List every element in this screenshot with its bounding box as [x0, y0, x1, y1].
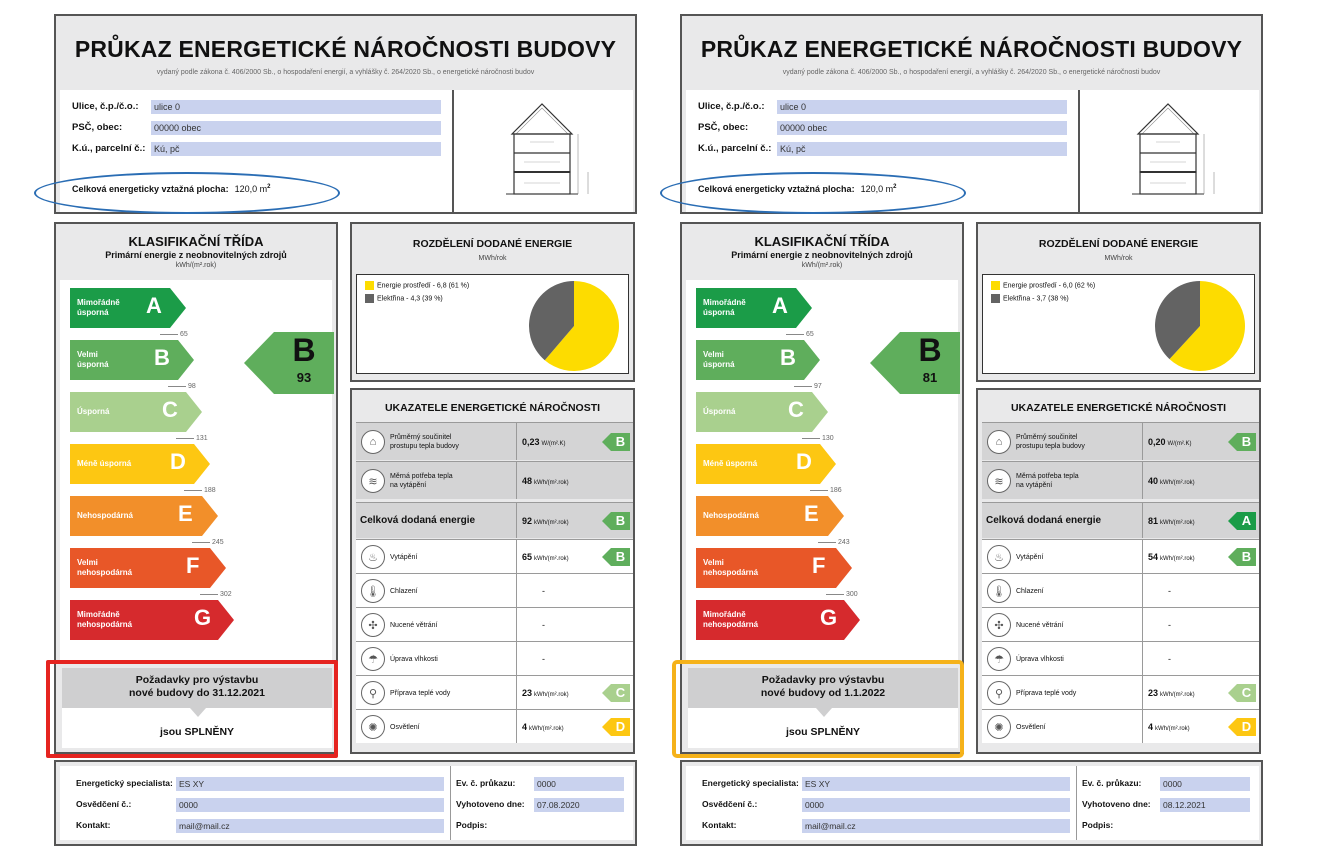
class-name: Mimořádně úsporná: [703, 298, 746, 317]
contact-label: Kontakt:: [702, 820, 737, 830]
class-threshold: 245: [192, 539, 224, 546]
requirements-status: jsou SPLNĚNY: [62, 708, 332, 748]
humidity-icon: ☂: [361, 647, 385, 671]
class-threshold: 188: [184, 487, 216, 494]
date-label: Vyhotoveno dne:: [1082, 799, 1151, 809]
class-name: Velmi nehospodárná: [703, 558, 759, 577]
indicator-row-hot-water: [356, 675, 633, 709]
class-letter: C: [162, 397, 178, 422]
class-bar-c: [70, 392, 202, 432]
contact-label: Kontakt:: [76, 820, 111, 830]
class-name: Mimořádně úsporná: [77, 298, 120, 317]
indicator-row-hot-water: [982, 675, 1259, 709]
class-name: Úsporná: [703, 407, 736, 416]
street-label: Ulice, č.p./č.o.:: [72, 101, 139, 112]
class-letter: D: [796, 449, 812, 474]
indicator-value: -: [542, 653, 545, 664]
class-name: Nehospodárná: [703, 511, 760, 520]
area-value: 120,0 m: [234, 184, 268, 194]
class-letter: F: [186, 553, 200, 578]
energy-indicators-panel: [976, 388, 1261, 754]
lightbulb-icon: ✺: [987, 715, 1011, 739]
indicator-value: 4 kWh/(m².rok): [1148, 721, 1190, 732]
indicator-value: -: [1168, 653, 1171, 664]
indicators-title: UKAZATELE ENERGETICKÉ NÁROČNOSTI: [1010, 402, 1227, 414]
class-name: Nehospodárná: [77, 511, 134, 520]
indicator-row-heating: [982, 539, 1259, 573]
result-class-arrow: [870, 332, 960, 394]
class-name: Mimořádně nehospodárná: [703, 610, 759, 629]
contact-field[interactable]: mail@mail.cz: [176, 819, 444, 833]
indicator-name: Chlazení: [390, 587, 418, 595]
indicator-row-heating: [356, 539, 633, 573]
indicator-name: Vytápění: [1016, 553, 1044, 561]
indicator-value: 23 kWh/(m².rok): [522, 687, 569, 698]
class-bar-g: [696, 600, 860, 640]
indicator-value: 81 kWh/(m².rok): [1148, 515, 1195, 526]
result-class-letter: B: [918, 332, 942, 368]
specialist-info: [686, 766, 1259, 840]
indicator-class-badge: B: [1228, 433, 1256, 451]
indicator-row-ventilation: [982, 607, 1259, 641]
indicator-value: 4 kWh/(m².rok): [522, 721, 564, 732]
energy-indicators-panel: [350, 388, 635, 754]
class-threshold: 97: [794, 383, 822, 390]
class-bar-d: [696, 444, 836, 484]
class-threshold: 186: [810, 487, 842, 494]
class-bar-c: [696, 392, 828, 432]
indicator-value: 48 kWh/(m².rok): [522, 475, 569, 486]
sign-label: Podpis:: [1082, 820, 1114, 830]
indicators-title: UKAZATELE ENERGETICKÉ NÁROČNOSTI: [384, 402, 601, 414]
indicator-row-u-value: [356, 422, 633, 460]
distribution-chart: [982, 274, 1255, 374]
class-threshold: 131: [176, 435, 208, 442]
house-section-icon: [454, 90, 635, 212]
class-name: Mimořádně nehospodárná: [77, 610, 133, 629]
indicator-name: Úprava vlhkosti: [1016, 655, 1064, 663]
result-class-value: 93: [296, 370, 312, 385]
cert-field[interactable]: 0000: [176, 798, 444, 812]
indicator-value: -: [1168, 619, 1171, 630]
result-class-value: 81: [922, 370, 938, 385]
indicator-class-badge: B: [602, 548, 630, 566]
indicator-value: 23 kWh/(m².rok): [1148, 687, 1195, 698]
indicator-class-badge: B: [602, 433, 630, 451]
indicator-class-badge: C: [602, 684, 630, 702]
energy-distribution-panel: [350, 222, 635, 382]
classification-unit: kWh/(m².rok): [175, 262, 217, 269]
energy-certificate-left: [54, 14, 637, 849]
highlight-ellipse: [34, 172, 340, 214]
indicator-name: Celková dodaná energie: [986, 514, 1102, 526]
certificate-subtitle: vydaný podle zákona č. 406/2000 Sb., o hospodaření energií, a vyhlášky č. 264/2020 Sb., o energetické náročnosti budov: [156, 69, 535, 76]
thermometer-icon: 🌡: [987, 579, 1011, 603]
class-letter: D: [170, 449, 186, 474]
class-letter: E: [178, 501, 193, 526]
cert-field[interactable]: 0000: [802, 798, 1070, 812]
house-icon: ⌂: [987, 430, 1011, 454]
date-field[interactable]: 08.12.2021: [1160, 798, 1250, 812]
indicator-value: 0,20 W/(m².K): [1148, 436, 1192, 447]
certificate-title: PRŮKAZ ENERGETICKÉ NÁROČNOSTI BUDOVY: [700, 36, 1243, 62]
class-bar-f: [70, 548, 226, 588]
result-class-arrow: [244, 332, 334, 394]
legend-elektrina: Elektřina - 4,3 (39 %): [365, 294, 443, 303]
indicator-class-badge: B: [602, 512, 630, 530]
class-letter: G: [194, 605, 212, 630]
certificate-footer: [680, 760, 1263, 846]
specialist-info: [60, 766, 633, 840]
indicator-value: 0,23 W/(m².K): [522, 436, 566, 447]
specialist-field[interactable]: ES XY: [176, 777, 444, 791]
legend-energie-prostredi: Energie prostředí - 6,8 (61 %): [365, 281, 469, 290]
classification-subtitle: Primární energie z neobnovitelných zdrojů: [105, 250, 287, 260]
indicator-value: -: [542, 619, 545, 630]
class-name: Velmi úsporná: [703, 350, 735, 369]
cert-label: Osvědčení č.:: [76, 799, 132, 809]
class-threshold: 65: [160, 331, 188, 338]
highlight-ellipse: [660, 172, 966, 214]
area-unit-sup: 2: [267, 184, 271, 190]
class-bar-f: [696, 548, 852, 588]
indicator-class-badge: D: [602, 718, 630, 736]
requirements-highlight-frame: [46, 660, 338, 758]
indicator-row-heat-demand: [982, 461, 1259, 499]
result-class-letter: B: [292, 332, 316, 368]
class-letter: E: [804, 501, 819, 526]
energy-certificate-right: [680, 14, 1263, 849]
area-label: Celková energeticky vztažná plocha:: [72, 184, 229, 194]
distribution-pie: [527, 279, 621, 373]
indicator-class-badge: B: [1228, 548, 1256, 566]
class-letter: A: [772, 293, 788, 318]
cert-label: Osvědčení č.:: [702, 799, 758, 809]
indicator-name: Průměrný součinitel prostupu tepla budovy: [1016, 434, 1085, 450]
certificate-subtitle: vydaný podle zákona č. 406/2000 Sb., o hospodaření energií, a vyhlášky č. 264/2020 Sb., o energetické náročnosti budov: [782, 69, 1161, 76]
water-tap-icon: ⚲: [987, 681, 1011, 705]
indicator-value: 92 kWh/(m².rok): [522, 515, 569, 526]
fan-icon: ✣: [361, 613, 385, 637]
classification-subtitle: Primární energie z neobnovitelných zdrojů: [731, 250, 913, 260]
legend-energie-prostredi: Energie prostředí - 6,0 (62 %): [991, 281, 1095, 290]
class-name: Velmi úsporná: [77, 350, 109, 369]
indicator-row-total-energy: [356, 502, 633, 538]
distribution-title: ROZDĚLENÍ DODANÉ ENERGIE: [1038, 238, 1199, 250]
heat-demand-icon: ≋: [361, 469, 385, 493]
class-name: Úsporná: [77, 407, 110, 416]
indicator-name: Osvětlení: [390, 723, 420, 731]
specialist-label: Energetický specialista:: [702, 778, 799, 788]
indicator-class-badge: C: [1228, 684, 1256, 702]
indicator-row-cooling: [356, 573, 633, 607]
fan-icon: ✣: [987, 613, 1011, 637]
thermometer-icon: 🌡: [361, 579, 385, 603]
specialist-field[interactable]: ES XY: [802, 777, 1070, 791]
psc-label: PSČ, obec:: [698, 122, 749, 133]
indicator-name: Příprava teplé vody: [1016, 689, 1077, 697]
radiator-icon: ♨: [361, 545, 385, 569]
lightbulb-icon: ✺: [361, 715, 385, 739]
indicator-value: 40 kWh/(m².rok): [1148, 475, 1195, 486]
energy-distribution-panel: [976, 222, 1261, 382]
indicator-name: Nucené větrání: [1016, 621, 1064, 629]
indicator-row-u-value: [982, 422, 1259, 460]
class-threshold: 65: [786, 331, 814, 338]
sign-label: Podpis:: [456, 820, 488, 830]
indicator-name: Vytápění: [390, 553, 418, 561]
class-bar-a: [70, 288, 186, 328]
house-icon: ⌂: [361, 430, 385, 454]
contact-field[interactable]: mail@mail.cz: [802, 819, 1070, 833]
street-field[interactable]: ulice 0: [151, 100, 441, 114]
class-threshold: 98: [168, 383, 196, 390]
class-threshold: 130: [802, 435, 834, 442]
indicator-value: 65 kWh/(m².rok): [522, 551, 569, 562]
indicator-row-cooling: [982, 573, 1259, 607]
class-letter: C: [788, 397, 804, 422]
indicator-row-lighting: [982, 709, 1259, 743]
psc-label: PSČ, obec:: [72, 122, 123, 133]
classification-title: KLASIFIKAČNÍ TŘÍDA: [754, 234, 890, 249]
indicator-value: -: [542, 585, 545, 596]
ku-label: K.ú., parcelní č.:: [72, 143, 146, 154]
house-section-icon: [1080, 90, 1261, 212]
class-threshold: 302: [200, 591, 232, 598]
class-bar-e: [70, 496, 218, 536]
indicator-class-badge: D: [1228, 718, 1256, 736]
requirements-heading: Požadavky pro výstavbu nové budovy od 1.1.2022: [688, 668, 958, 708]
classification-panel: [680, 222, 964, 754]
ev-field[interactable]: 0000: [534, 777, 624, 791]
indicator-value: -: [1168, 585, 1171, 596]
distribution-pie: [1153, 279, 1247, 373]
requirements-status: jsou SPLNĚNY: [688, 708, 958, 748]
street-field[interactable]: ulice 0: [777, 100, 1067, 114]
area-value: 120,0 m: [860, 184, 894, 194]
classification-unit: kWh/(m².rok): [801, 262, 843, 269]
class-bar-b: [696, 340, 820, 380]
ku-label: K.ú., parcelní č.:: [698, 143, 772, 154]
ev-label: Ev. č. průkazu:: [456, 778, 516, 788]
indicator-row-total-energy: [982, 502, 1259, 538]
class-bar-g: [70, 600, 234, 640]
heat-demand-icon: ≋: [987, 469, 1011, 493]
classification-title: KLASIFIKAČNÍ TŘÍDA: [128, 234, 264, 249]
indicator-name: Měrná potřeba tepla na vytápění: [1016, 473, 1079, 489]
building-section-drawing: [452, 90, 633, 212]
indicator-name: Průměrný součinitel prostupu tepla budovy: [390, 434, 459, 450]
legend-elektrina: Elektřina - 3,7 (38 %): [991, 294, 1069, 303]
indicator-row-heat-demand: [356, 461, 633, 499]
indicator-class-badge: A: [1228, 512, 1256, 530]
ku-field[interactable]: Kú, pč: [777, 142, 1067, 156]
class-threshold: 300: [826, 591, 858, 598]
indicator-name: Osvětlení: [1016, 723, 1046, 731]
area-unit-sup: 2: [893, 184, 897, 190]
specialist-label: Energetický specialista:: [76, 778, 173, 788]
humidity-icon: ☂: [987, 647, 1011, 671]
distribution-title: ROZDĚLENÍ DODANÉ ENERGIE: [412, 238, 573, 250]
indicator-value: 54 kWh/(m².rok): [1148, 551, 1195, 562]
date-field[interactable]: 07.08.2020: [534, 798, 624, 812]
area-label: Celková energeticky vztažná plocha:: [698, 184, 855, 194]
indicator-row-ventilation: [356, 607, 633, 641]
indicator-name: Příprava teplé vody: [390, 689, 451, 697]
water-tap-icon: ⚲: [361, 681, 385, 705]
class-bar-a: [696, 288, 812, 328]
indicator-row-humidity: [356, 641, 633, 675]
date-label: Vyhotoveno dne:: [456, 799, 525, 809]
class-letter: B: [154, 345, 170, 370]
ev-label: Ev. č. průkazu:: [1082, 778, 1142, 788]
indicator-name: Nucené větrání: [390, 621, 438, 629]
indicator-name: Celková dodaná energie: [360, 514, 476, 526]
indicator-name: Chlazení: [1016, 587, 1044, 595]
class-threshold: 243: [818, 539, 850, 546]
certificate-title: PRŮKAZ ENERGETICKÉ NÁROČNOSTI BUDOVY: [74, 36, 617, 62]
class-name: Méně úsporná: [77, 459, 132, 468]
class-letter: B: [780, 345, 796, 370]
ku-field[interactable]: Kú, pč: [151, 142, 441, 156]
ev-field[interactable]: 0000: [1160, 777, 1250, 791]
class-bar-e: [696, 496, 844, 536]
building-section-drawing: [1078, 90, 1259, 212]
classification-panel: [54, 222, 338, 754]
street-label: Ulice, č.p./č.o.:: [698, 101, 765, 112]
distribution-unit: MWh/rok: [1104, 255, 1133, 262]
requirements-heading: Požadavky pro výstavbu nové budovy do 31.12.2021: [62, 668, 332, 708]
indicator-name: Měrná potřeba tepla na vytápění: [390, 473, 453, 489]
psc-field[interactable]: 00000 obec: [777, 121, 1067, 135]
radiator-icon: ♨: [987, 545, 1011, 569]
class-letter: A: [146, 293, 162, 318]
class-name: Velmi nehospodárná: [77, 558, 133, 577]
indicator-row-lighting: [356, 709, 633, 743]
distribution-chart: [356, 274, 629, 374]
psc-field[interactable]: 00000 obec: [151, 121, 441, 135]
class-bar-d: [70, 444, 210, 484]
class-letter: F: [812, 553, 826, 578]
class-bar-b: [70, 340, 194, 380]
class-letter: G: [820, 605, 838, 630]
certificate-footer: [54, 760, 637, 846]
class-name: Méně úsporná: [703, 459, 758, 468]
distribution-unit: MWh/rok: [478, 255, 507, 262]
requirements-highlight-frame: [672, 660, 964, 758]
indicator-row-humidity: [982, 641, 1259, 675]
indicator-name: Úprava vlhkosti: [390, 655, 438, 663]
